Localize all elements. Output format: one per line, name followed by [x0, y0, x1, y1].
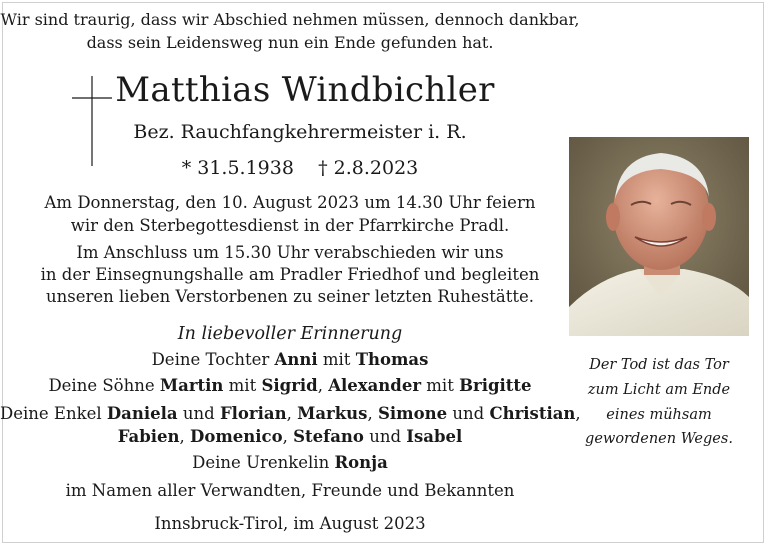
family-grandchildren-line-2: Fabien, Domenico, Stefano und Isabel — [117, 427, 463, 446]
service-line-5: unseren lieben Verstorbenen zu seiner letzten Ruhestätte. — [46, 287, 534, 306]
sons-label: Deine Söhne — [48, 376, 155, 395]
intro-line-2: dass sein Leidensweg nun ein Ende gefunden hat. — [86, 33, 494, 52]
service-line-3: Im Anschluss um 15.30 Uhr verabschieden wir uns — [76, 243, 504, 262]
grandchild-name: Isabel — [406, 427, 463, 446]
family-daughter — [0, 350, 580, 369]
great-grandchild-name: Ronja — [334, 453, 388, 472]
service-line-4: in der Einsegnungshalle am Pradler Friedhof und begleiten — [40, 265, 540, 284]
with-word: mit — [322, 350, 351, 369]
great-grandchild-label: Deine Urenkelin — [192, 453, 330, 472]
grandchild-name: Domenico — [190, 427, 283, 446]
grandchild-name: Markus — [297, 404, 368, 423]
son-name: Martin — [159, 376, 224, 395]
with-word: mit — [228, 376, 257, 395]
grandchild-name: Stefano — [293, 427, 364, 446]
and-word: und — [182, 404, 215, 423]
grandchild-name: Simone — [377, 404, 448, 423]
grandchild-name: Christian — [489, 404, 576, 423]
son-partner-name: Sigrid — [261, 376, 318, 395]
service-line-1: Am Donnerstag, den 10. August 2023 um 14.30 Uhr feiern — [44, 193, 536, 212]
quote-line-1: Der Tod ist das Tor — [589, 357, 729, 373]
portrait-photo — [569, 137, 749, 336]
quote-line-2: zum Licht am Ende — [587, 382, 731, 398]
with-word: mit — [426, 376, 454, 395]
death-date: † 2.8.2023 — [318, 157, 419, 179]
place-date: Innsbruck-Tirol, im August 2023 — [154, 514, 426, 533]
intro-line-1: Wir sind traurig, dass wir Abschied nehmen müssen, dennoch dankbar, — [0, 10, 580, 29]
service-line-2: wir den Sterbegottesdienst in der Pfarrkirche Pradl. — [70, 216, 510, 235]
family-grandchildren-line-1: Deine Enkel Daniela und Florian, Markus, Simone und Christian, — [0, 404, 581, 423]
daughter-partner-name: Thomas — [355, 350, 429, 369]
daughter-label: Deine Tochter — [151, 350, 270, 369]
family-great-grandchild — [0, 453, 580, 472]
grandchild-name: Daniela — [106, 404, 178, 423]
son-name: Alexander — [328, 376, 422, 395]
family-closing: im Namen aller Verwandten, Freunde und Bekannten — [65, 481, 515, 500]
deceased-title: Bez. Rauchfangkehrermeister i. R. — [133, 121, 467, 143]
deceased-name: Matthias Windbichler — [115, 70, 495, 110]
quote-line-4: gewordenen Weges. — [585, 431, 733, 447]
grandchild-name: Florian — [219, 404, 287, 423]
grandchildren-label: Deine Enkel — [0, 404, 102, 423]
and-word: und — [452, 404, 485, 423]
remembrance-heading: In liebevoller Erinnerung — [177, 324, 403, 344]
son-partner-name: Brigitte — [459, 376, 532, 395]
birth-date: * 31.5.1938 — [181, 157, 294, 179]
grandchild-name: Fabien — [117, 427, 180, 446]
daughter-name: Anni — [274, 350, 318, 369]
family-sons: Deine Söhne Martin mit Sigrid, Alexander mit Brigitte — [48, 376, 532, 395]
quote-line-3: eines mühsam — [606, 407, 712, 423]
and-word: und — [369, 427, 402, 446]
latin-cross-icon — [72, 76, 112, 166]
